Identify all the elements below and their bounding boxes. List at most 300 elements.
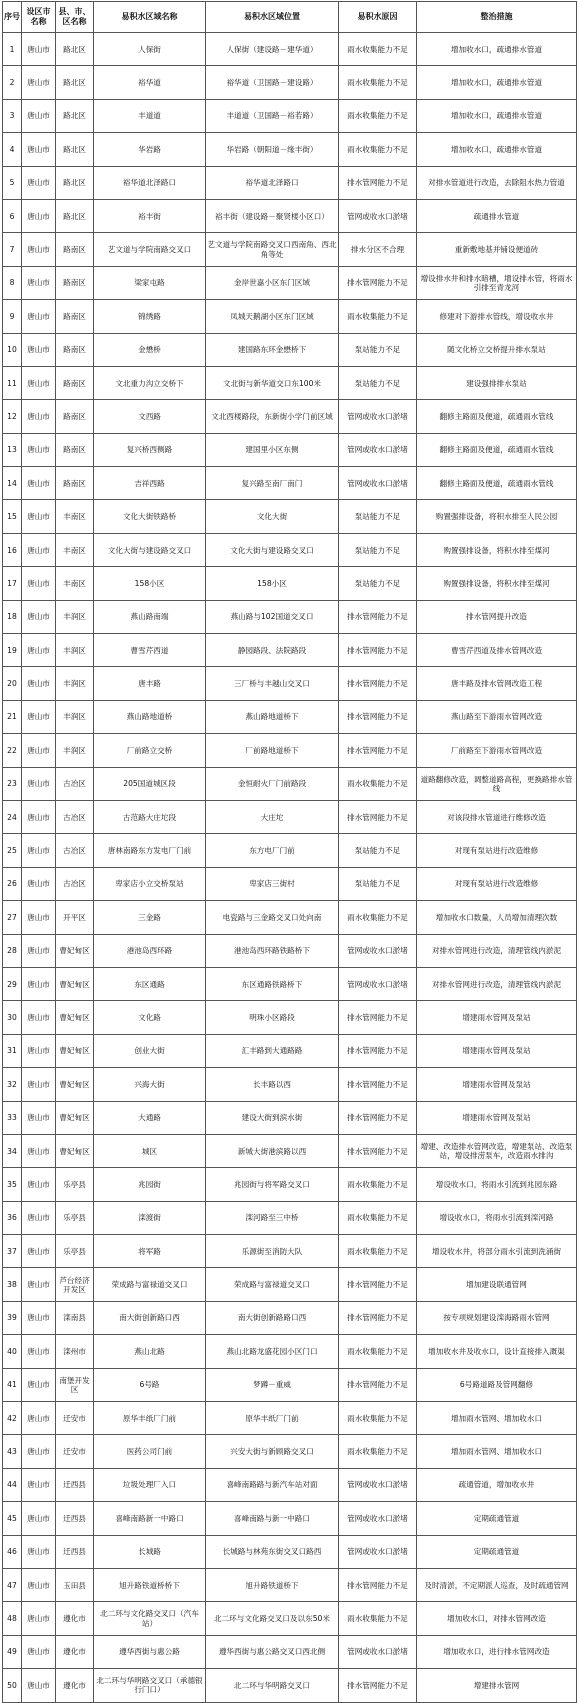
cell-location: 东区通路铁路桥下	[206, 967, 339, 1000]
cell-city: 唐山市	[22, 266, 56, 299]
cell-area: 燕山路地道桥	[94, 700, 206, 733]
cell-county: 路南区	[56, 366, 94, 399]
table-row	[3, 834, 577, 867]
cell-location: 喜峰南路路与新汽车站对面	[206, 1468, 339, 1501]
cell-location: 建设大街到滨水街	[206, 1101, 339, 1134]
table-row	[3, 1301, 577, 1334]
cell-index: 12	[3, 400, 22, 433]
table-row	[3, 166, 577, 199]
cell-location: 荣成路与富禄道交叉口	[206, 1268, 339, 1301]
cell-city: 唐山市	[22, 133, 56, 166]
cell-measure: 增设收水口，将雨水引流到滦河路	[417, 1201, 577, 1234]
cell-location: 梦蹲－重威	[206, 1368, 339, 1401]
cell-index: 3	[3, 99, 22, 132]
cell-county: 滦州市	[56, 1335, 94, 1368]
cell-area: 6号路	[94, 1368, 206, 1401]
cell-cause: 管网或收水口淤堵	[339, 1535, 417, 1568]
cell-location: 158小区	[206, 567, 339, 600]
cell-location: 裕丰街（建设路－聚贤楼小区口）	[206, 199, 339, 232]
cell-cause: 雨水收集能力不足	[339, 66, 417, 99]
cell-city: 唐山市	[22, 66, 56, 99]
cell-location: 兆园街与将军路交叉口	[206, 1168, 339, 1201]
cell-cause: 排水管网能力不足	[339, 667, 417, 700]
table-row	[3, 467, 577, 500]
cell-cause: 管网或收水口淤堵	[339, 967, 417, 1000]
cell-area: 滦渡街	[94, 1201, 206, 1234]
table-row	[3, 1502, 577, 1535]
cell-county: 滦南县	[56, 1301, 94, 1334]
cell-location: 丰道道（卫国路－裕若路）	[206, 99, 339, 132]
cell-measure: 对排水管道进行改造，去除阻水热力管道	[417, 166, 577, 199]
cell-county: 乐亭县	[56, 1235, 94, 1268]
cell-measure: 增加收水口，进行排水管网改造	[417, 1635, 577, 1668]
cell-city: 唐山市	[22, 1001, 56, 1034]
table-row	[3, 1235, 577, 1268]
cell-index: 50	[3, 1669, 22, 1702]
cell-location: 东方电厂门前	[206, 834, 339, 867]
cell-index: 13	[3, 433, 22, 466]
cell-index: 15	[3, 500, 22, 533]
cell-cause: 排水管网能力不足	[339, 1368, 417, 1401]
cell-area: 复兴桥西侧路	[94, 433, 206, 466]
cell-area: 裕丰街	[94, 199, 206, 232]
cell-cause: 管网或收水口淤堵	[339, 1635, 417, 1668]
cell-area: 荣成路与富禄道交叉口	[94, 1268, 206, 1301]
cell-cause: 排水管网能力不足	[339, 1669, 417, 1702]
cell-county: 开平区	[56, 901, 94, 934]
header-city: 设区市名称	[22, 2, 56, 33]
cell-cause: 雨水收集能力不足	[339, 1335, 417, 1368]
table-row	[3, 967, 577, 1000]
cell-measure: 增建雨水管网及泵站	[417, 1068, 577, 1101]
table-row	[3, 1402, 577, 1435]
cell-cause: 泵站能力不足	[339, 834, 417, 867]
cell-area: 遵华西街与惠公路	[94, 1635, 206, 1668]
cell-county: 曹妃甸区	[56, 967, 94, 1000]
cell-location: 兴安大街与新顾路交叉口	[206, 1435, 339, 1468]
cell-measure: 增加建设联通管网	[417, 1268, 577, 1301]
cell-index: 35	[3, 1168, 22, 1201]
cell-city: 唐山市	[22, 1201, 56, 1234]
table-row	[3, 1468, 577, 1501]
cell-location: 凤城天鹅湖小区东门区域	[206, 300, 339, 333]
cell-cause: 排水管网能力不足	[339, 800, 417, 833]
cell-cause: 泵站能力不足	[339, 867, 417, 900]
table-row	[3, 333, 577, 366]
cell-index: 44	[3, 1468, 22, 1501]
cell-cause: 管网或收水口淤堵	[339, 433, 417, 466]
cell-measure: 排水管网提升改造	[417, 600, 577, 633]
cell-index: 25	[3, 834, 22, 867]
cell-measure: 翻修主路面及便道，疏通雨水管线	[417, 433, 577, 466]
cell-cause: 排水管网能力不足	[339, 734, 417, 767]
cell-measure: 购置强排设备，将积水排至人民公园	[417, 500, 577, 533]
cell-location: 三厂桥与丰越山交叉口	[206, 667, 339, 700]
table-header	[3, 2, 577, 33]
table-row	[3, 1602, 577, 1635]
cell-location: 长丰路以西	[206, 1068, 339, 1101]
cell-county: 玉田县	[56, 1568, 94, 1601]
cell-area: 喜峰南路新一中路口	[94, 1502, 206, 1535]
cell-county: 路南区	[56, 266, 94, 299]
cell-area: 大通路	[94, 1101, 206, 1134]
cell-county: 曹妃甸区	[56, 1068, 94, 1101]
cell-location: 人保街（建设路－建华道）	[206, 33, 339, 66]
cell-cause: 排水管网能力不足	[339, 1268, 417, 1301]
table-row	[3, 1335, 577, 1368]
cell-measure: 及时清淤，不定期派人巡查，及时疏通管网	[417, 1568, 577, 1601]
cell-cause: 管网或收水口淤堵	[339, 400, 417, 433]
table-row	[3, 366, 577, 399]
cell-county: 丰南区	[56, 500, 94, 533]
cell-measure: 增建雨水管网及泵站	[417, 1034, 577, 1067]
table-row	[3, 867, 577, 900]
cell-index: 43	[3, 1435, 22, 1468]
cell-county: 路南区	[56, 300, 94, 333]
cell-cause: 排水分区不合理	[339, 233, 417, 266]
cell-county: 路北区	[56, 199, 94, 232]
cell-cause: 泵站能力不足	[339, 333, 417, 366]
cell-location: 原华丰纸厂门前	[206, 1402, 339, 1435]
cell-cause: 排水管网能力不足	[339, 1301, 417, 1334]
cell-city: 唐山市	[22, 1368, 56, 1401]
cell-measure: 燕山路至下游雨水管网改造	[417, 700, 577, 733]
cell-location: 裕华道北泽路口	[206, 166, 339, 199]
table-row	[3, 634, 577, 667]
cell-cause: 泵站能力不足	[339, 567, 417, 600]
cell-measure: 增加收水口，疏通排水管道	[417, 99, 577, 132]
cell-measure: 对现有泵站进行改造维修	[417, 834, 577, 867]
cell-index: 48	[3, 1602, 22, 1635]
cell-city: 唐山市	[22, 700, 56, 733]
cell-cause: 排水管网能力不足	[339, 1001, 417, 1034]
cell-cause: 雨水收集能力不足	[339, 133, 417, 166]
cell-area: 205国道城区段	[94, 767, 206, 800]
cell-location: 大庄坨	[206, 800, 339, 833]
table-row	[3, 33, 577, 66]
cell-city: 唐山市	[22, 600, 56, 633]
cell-index: 39	[3, 1301, 22, 1334]
cell-city: 唐山市	[22, 967, 56, 1000]
cell-city: 唐山市	[22, 99, 56, 132]
cell-county: 路南区	[56, 333, 94, 366]
cell-city: 唐山市	[22, 366, 56, 399]
waterlogging-table	[2, 1, 577, 1703]
cell-measure: 道路翻修改造，调整道路高程，更换路排水管线	[417, 767, 577, 800]
cell-cause: 排水管网能力不足	[339, 700, 417, 733]
cell-index: 33	[3, 1101, 22, 1134]
table-row	[3, 433, 577, 466]
cell-measure: 对排水管网进行改造，清理管线内淤泥	[417, 967, 577, 1000]
cell-location: 卑家店三街村	[206, 867, 339, 900]
cell-area: 唐林南路东方发电厂门前	[94, 834, 206, 867]
cell-index: 38	[3, 1268, 22, 1301]
cell-index: 2	[3, 66, 22, 99]
cell-city: 唐山市	[22, 1635, 56, 1668]
cell-measure: 曹雪芹西道及排水管网改造	[417, 634, 577, 667]
table-row	[3, 533, 577, 566]
cell-county: 古冶区	[56, 767, 94, 800]
cell-city: 唐山市	[22, 166, 56, 199]
cell-index: 4	[3, 133, 22, 166]
table-row	[3, 233, 577, 266]
cell-city: 唐山市	[22, 533, 56, 566]
cell-area: 金懋桥	[94, 333, 206, 366]
cell-index: 14	[3, 467, 22, 500]
cell-city: 唐山市	[22, 867, 56, 900]
cell-location: 汇丰路到大通路路	[206, 1034, 339, 1067]
cell-location: 南大街创新路路口西	[206, 1301, 339, 1334]
cell-location: 复兴路至南厂南门	[206, 467, 339, 500]
cell-cause: 排水管网能力不足	[339, 266, 417, 299]
cell-cause: 雨水收集能力不足	[339, 1602, 417, 1635]
cell-county: 路北区	[56, 33, 94, 66]
cell-location: 文北街与新华道交口东100米	[206, 366, 339, 399]
cell-measure: 增建雨水管网及泵站	[417, 1101, 577, 1134]
cell-city: 唐山市	[22, 767, 56, 800]
cell-county: 丰南区	[56, 533, 94, 566]
cell-index: 19	[3, 634, 22, 667]
cell-measure: 对现有泵站进行改造维修	[417, 867, 577, 900]
cell-cause: 管网或收水口淤堵	[339, 1468, 417, 1501]
cell-location: 喜峰南路与新一中路口	[206, 1502, 339, 1535]
cell-measure: 增加收水口，疏通排水管道	[417, 66, 577, 99]
cell-location: 静园路段、法院路段	[206, 634, 339, 667]
cell-city: 唐山市	[22, 1068, 56, 1101]
table-row	[3, 1568, 577, 1601]
cell-measure: 增加雨水管网、增加收水口	[417, 1402, 577, 1435]
cell-city: 唐山市	[22, 1402, 56, 1435]
cell-area: 三金路	[94, 901, 206, 934]
cell-cause: 雨水收集能力不足	[339, 33, 417, 66]
cell-area: 裕华道北泽路口	[94, 166, 206, 199]
cell-location: 新城大街港滨路以西	[206, 1134, 339, 1167]
cell-measure: 定期疏通管道	[417, 1502, 577, 1535]
cell-measure: 增设收水口，将雨水引流到兆园东路	[417, 1168, 577, 1201]
cell-location: 港池岛西环路铁路桥下	[206, 934, 339, 967]
cell-measure: 6号路道路及管网翻修	[417, 1368, 577, 1401]
table-row	[3, 1068, 577, 1101]
cell-location: 金岸世嘉小区东门区域	[206, 266, 339, 299]
cell-area: 裕华道	[94, 66, 206, 99]
cell-city: 唐山市	[22, 1335, 56, 1368]
cell-area: 吉祥西路	[94, 467, 206, 500]
cell-city: 唐山市	[22, 500, 56, 533]
table-row	[3, 199, 577, 232]
cell-measure: 增加雨水管网、增加收水口	[417, 1435, 577, 1468]
cell-cause: 雨水收集能力不足	[339, 901, 417, 934]
cell-measure: 增加收水井及收水口，设计直接排入溉渠	[417, 1335, 577, 1368]
cell-measure: 增加收水口，对排水管网改造	[417, 1602, 577, 1635]
cell-area: 燕山路南端	[94, 600, 206, 633]
cell-area: 文化大街与建设路交叉口	[94, 533, 206, 566]
cell-index: 22	[3, 734, 22, 767]
cell-measure: 定期疏通管道	[417, 1535, 577, 1568]
cell-index: 28	[3, 934, 22, 967]
cell-area: 文北重力沟立交桥下	[94, 366, 206, 399]
cell-county: 曹妃甸区	[56, 1001, 94, 1034]
cell-index: 26	[3, 867, 22, 900]
cell-cause: 排水管网能力不足	[339, 166, 417, 199]
cell-area: 垃圾处理厂入口	[94, 1468, 206, 1501]
cell-cause: 排水管网能力不足	[339, 634, 417, 667]
cell-index: 40	[3, 1335, 22, 1368]
cell-city: 唐山市	[22, 400, 56, 433]
header-county: 县、市、区名称	[56, 2, 94, 33]
cell-city: 唐山市	[22, 1535, 56, 1568]
cell-index: 27	[3, 901, 22, 934]
cell-area: 艺文道与学院南路交叉口	[94, 233, 206, 266]
cell-index: 45	[3, 1502, 22, 1535]
cell-cause: 雨水收集能力不足	[339, 1168, 417, 1201]
cell-measure: 疏通管道，增加收水井	[417, 1468, 577, 1501]
cell-county: 丰南区	[56, 567, 94, 600]
cell-index: 42	[3, 1402, 22, 1435]
cell-measure: 建设强排排水泵站	[417, 366, 577, 399]
cell-location: 旭升路铁道桥下	[206, 1568, 339, 1601]
cell-cause: 排水管网能力不足	[339, 1568, 417, 1601]
cell-county: 迁西县	[56, 1535, 94, 1568]
cell-cause: 雨水收集能力不足	[339, 1435, 417, 1468]
cell-location: 明珠小区路段	[206, 1001, 339, 1034]
cell-county: 曹妃甸区	[56, 934, 94, 967]
cell-area: 文化大街铁路桥	[94, 500, 206, 533]
cell-location: 文化大街与建设路交叉口	[206, 533, 339, 566]
cell-location: 厂前路地道桥下	[206, 734, 339, 767]
cell-area: 兆园街	[94, 1168, 206, 1201]
cell-measure: 重新敷地基并铺设便道砖	[417, 233, 577, 266]
cell-index: 32	[3, 1068, 22, 1101]
table-row	[3, 99, 577, 132]
table-row	[3, 500, 577, 533]
cell-measure: 增建、改造排水管网改造，增建泵站、改造泵站，增设排涝泵车，改造雨水排沟	[417, 1134, 577, 1167]
cell-area: 丰道道	[94, 99, 206, 132]
header-location: 易积水区域位置	[206, 2, 339, 33]
cell-county: 路北区	[56, 99, 94, 132]
cell-city: 唐山市	[22, 1568, 56, 1601]
cell-index: 6	[3, 199, 22, 232]
table-row	[3, 767, 577, 800]
table-row	[3, 1635, 577, 1668]
cell-index: 24	[3, 800, 22, 833]
cell-area: 锦绣路	[94, 300, 206, 333]
cell-cause: 泵站能力不足	[339, 533, 417, 566]
cell-cause: 泵站能力不足	[339, 500, 417, 533]
table-row	[3, 1201, 577, 1234]
table-row	[3, 1101, 577, 1134]
cell-index: 37	[3, 1235, 22, 1268]
cell-county: 遵化市	[56, 1669, 94, 1702]
cell-area: 158小区	[94, 567, 206, 600]
cell-cause: 雨水收集能力不足	[339, 99, 417, 132]
cell-city: 唐山市	[22, 433, 56, 466]
cell-county: 曹妃甸区	[56, 1034, 94, 1067]
cell-county: 路北区	[56, 166, 94, 199]
cell-location: 北二环与文化路交叉口及以东50米	[206, 1602, 339, 1635]
header-index: 序号	[3, 2, 22, 33]
cell-location: 艺文道与学院南路交叉口西南角、西北角等处	[206, 233, 339, 266]
cell-index: 18	[3, 600, 22, 633]
cell-county: 古冶区	[56, 800, 94, 833]
cell-cause: 排水管网能力不足	[339, 1101, 417, 1134]
cell-cause: 排水管网能力不足	[339, 1134, 417, 1167]
table-row	[3, 734, 577, 767]
cell-city: 唐山市	[22, 800, 56, 833]
cell-area: 厂前路立交桥	[94, 734, 206, 767]
cell-county: 迁安市	[56, 1435, 94, 1468]
cell-area: 文化路	[94, 1001, 206, 1034]
cell-city: 唐山市	[22, 33, 56, 66]
cell-area: 唐丰路	[94, 667, 206, 700]
cell-area: 东区通路	[94, 967, 206, 1000]
cell-location: 建国路东环金懋桥下	[206, 333, 339, 366]
cell-county: 芦台经济开发区	[56, 1268, 94, 1301]
cell-measure: 修建对下游排水管线，增设收水井	[417, 300, 577, 333]
cell-measure: 增加收水口数量，人员增加清理次数	[417, 901, 577, 934]
cell-city: 唐山市	[22, 333, 56, 366]
cell-city: 唐山市	[22, 834, 56, 867]
cell-county: 古冶区	[56, 834, 94, 867]
cell-index: 46	[3, 1535, 22, 1568]
cell-county: 迁西县	[56, 1502, 94, 1535]
cell-area: 曹雪芹西道	[94, 634, 206, 667]
cell-county: 丰润区	[56, 734, 94, 767]
cell-area: 旭升路铁道桥桥下	[94, 1568, 206, 1601]
cell-county: 乐亭县	[56, 1201, 94, 1234]
cell-measure: 疏通排水管道	[417, 199, 577, 232]
cell-measure: 翻修主路面及便道，疏通雨水管线	[417, 467, 577, 500]
cell-measure: 按专项规划建设滦海路雨水管网	[417, 1301, 577, 1334]
cell-measure: 购置强排设备，将积水排至煤河	[417, 567, 577, 600]
cell-index: 30	[3, 1001, 22, 1034]
cell-city: 唐山市	[22, 1435, 56, 1468]
cell-area: 梁家屯路	[94, 266, 206, 299]
cell-county: 迁安市	[56, 1402, 94, 1435]
cell-area: 卑家店小立交桥泵站	[94, 867, 206, 900]
cell-index: 29	[3, 967, 22, 1000]
cell-area: 古范路大庄坨段	[94, 800, 206, 833]
cell-county: 丰润区	[56, 700, 94, 733]
cell-area: 华岩路	[94, 133, 206, 166]
table-row	[3, 700, 577, 733]
cell-index: 41	[3, 1368, 22, 1401]
cell-index: 34	[3, 1134, 22, 1167]
cell-area: 将军路	[94, 1235, 206, 1268]
cell-county: 路南区	[56, 400, 94, 433]
cell-city: 唐山市	[22, 901, 56, 934]
cell-area: 燕山北路	[94, 1335, 206, 1368]
cell-cause: 排水管网能力不足	[339, 1034, 417, 1067]
cell-cause: 雨水收集能力不足	[339, 1235, 417, 1268]
cell-cause: 雨水收集能力不足	[339, 1201, 417, 1234]
cell-measure: 增建雨水管网及泵站	[417, 1001, 577, 1034]
cell-index: 20	[3, 667, 22, 700]
table-row	[3, 1034, 577, 1067]
cell-area: 长城路	[94, 1535, 206, 1568]
cell-location: 滦河路至三中桥	[206, 1201, 339, 1234]
cell-index: 1	[3, 33, 22, 66]
cell-county: 丰润区	[56, 600, 94, 633]
header-area: 易积水区域名称	[94, 2, 206, 33]
cell-location: 电瓷路与三金路交叉口处向南	[206, 901, 339, 934]
cell-index: 9	[3, 300, 22, 333]
cell-city: 唐山市	[22, 467, 56, 500]
cell-area: 文西路	[94, 400, 206, 433]
cell-measure: 增建排水管网	[417, 1669, 577, 1702]
cell-city: 唐山市	[22, 1669, 56, 1702]
table-row	[3, 1134, 577, 1167]
cell-cause: 雨水收集能力不足	[339, 767, 417, 800]
